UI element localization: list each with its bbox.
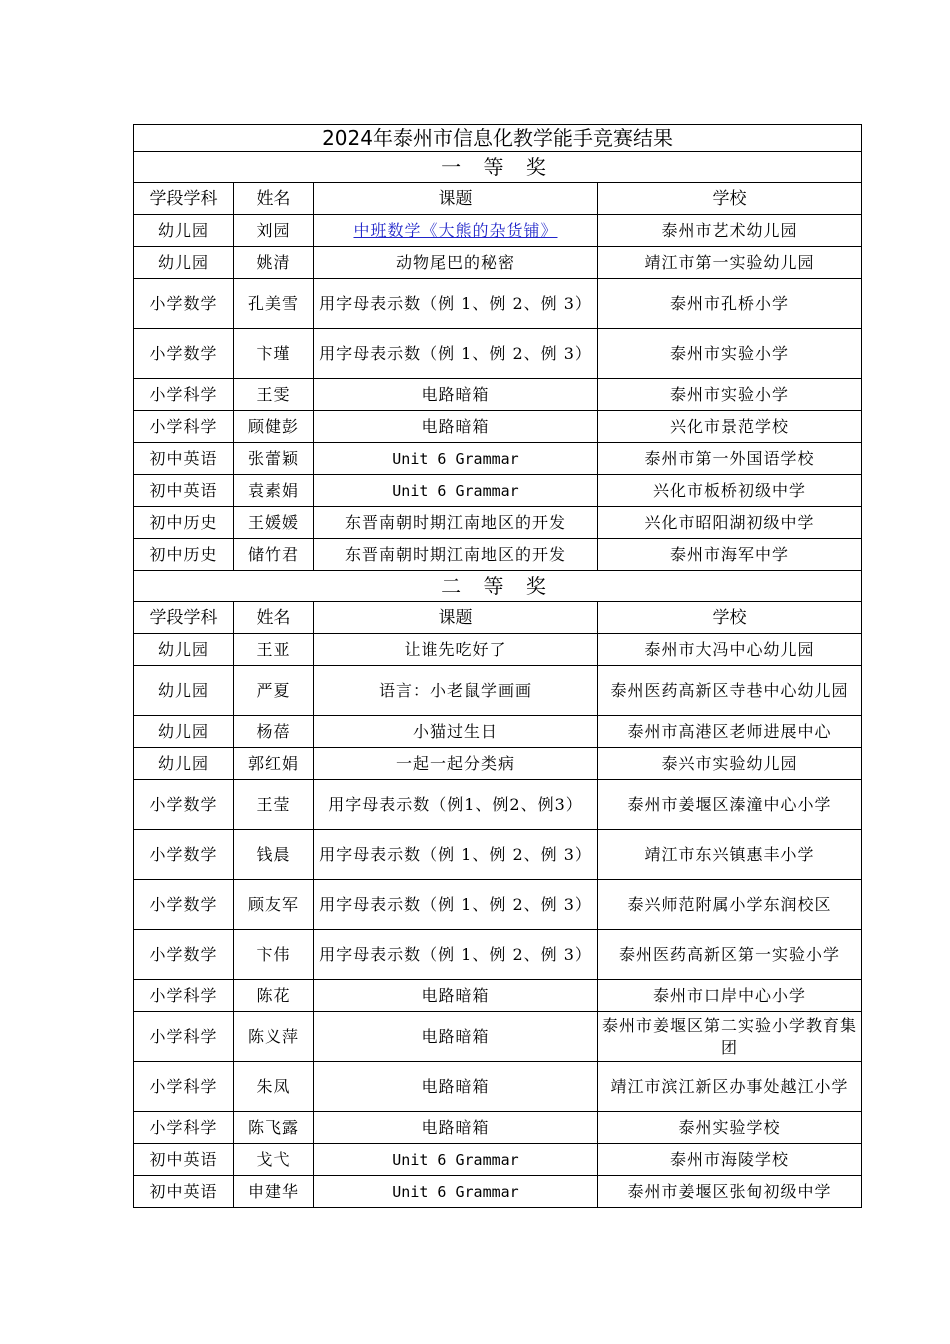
name-cell: 杨蓓 xyxy=(234,716,314,748)
name-cell: 钱晨 xyxy=(234,830,314,880)
topic-cell: 东晋南朝时期江南地区的开发 xyxy=(314,539,598,571)
column-header: 姓名 xyxy=(234,602,314,634)
column-header: 学校 xyxy=(598,183,862,215)
topic-cell: 用字母表示数（例 1、例 2、例 3） xyxy=(314,329,598,379)
table-row xyxy=(134,1062,862,1112)
column-header: 姓名 xyxy=(234,183,314,215)
topic-cell: 电路暗箱 xyxy=(314,980,598,1012)
name-cell: 姚清 xyxy=(234,247,314,279)
topic-cell: 小猫过生日 xyxy=(314,716,598,748)
subject-cell: 初中英语 xyxy=(134,1176,234,1208)
subject-cell: 幼儿园 xyxy=(134,634,234,666)
name-cell: 严夏 xyxy=(234,666,314,716)
section-heading: 一 等 奖 xyxy=(134,152,862,183)
table-row xyxy=(134,1144,862,1176)
school-cell: 泰州市大冯中心幼儿园 xyxy=(598,634,862,666)
subject-cell: 小学数学 xyxy=(134,830,234,880)
subject-cell: 初中英语 xyxy=(134,443,234,475)
table-row xyxy=(134,880,862,930)
subject-cell: 小学数学 xyxy=(134,780,234,830)
subject-cell: 初中英语 xyxy=(134,1144,234,1176)
school-cell: 泰州市实验小学 xyxy=(598,379,862,411)
column-header: 学段学科 xyxy=(134,602,234,634)
header-row xyxy=(134,602,862,634)
subject-cell: 幼儿园 xyxy=(134,748,234,780)
name-cell: 张蕾颖 xyxy=(234,443,314,475)
subject-cell: 幼儿园 xyxy=(134,716,234,748)
name-cell: 王亚 xyxy=(234,634,314,666)
topic-cell: 电路暗箱 xyxy=(314,1012,598,1062)
school-cell: 泰州医药高新区寺巷中心幼儿园 xyxy=(598,666,862,716)
table-row xyxy=(134,379,862,411)
table-row xyxy=(134,475,862,507)
topic-cell: 用字母表示数（例1、例2、例3） xyxy=(314,780,598,830)
school-cell: 泰州医药高新区第一实验小学 xyxy=(598,930,862,980)
topic-cell: 让谁先吃好了 xyxy=(314,634,598,666)
school-cell: 泰州市第一外国语学校 xyxy=(598,443,862,475)
name-cell: 戈弋 xyxy=(234,1144,314,1176)
table-row xyxy=(134,215,862,247)
topic-cell: Unit 6 Grammar xyxy=(314,443,598,475)
topic-cell: 电路暗箱 xyxy=(314,379,598,411)
name-cell: 卞瑾 xyxy=(234,329,314,379)
column-header: 课题 xyxy=(314,602,598,634)
subject-cell: 小学科学 xyxy=(134,379,234,411)
column-header: 学段学科 xyxy=(134,183,234,215)
topic-cell xyxy=(314,215,598,247)
subject-cell: 初中历史 xyxy=(134,539,234,571)
topic-cell: 电路暗箱 xyxy=(314,411,598,443)
topic-cell: 语言：小老鼠学画画 xyxy=(314,666,598,716)
school-cell: 泰州市高港区老师进展中心 xyxy=(598,716,862,748)
school-cell: 兴化市昭阳湖初级中学 xyxy=(598,507,862,539)
topic-cell: 东晋南朝时期江南地区的开发 xyxy=(314,507,598,539)
topic-cell: Unit 6 Grammar xyxy=(314,1144,598,1176)
school-cell: 泰州实验学校 xyxy=(598,1112,862,1144)
topic-cell: 用字母表示数（例 1、例 2、例 3） xyxy=(314,830,598,880)
table-row xyxy=(134,666,862,716)
subject-cell: 小学数学 xyxy=(134,880,234,930)
name-cell: 刘园 xyxy=(234,215,314,247)
topic-cell: Unit 6 Grammar xyxy=(314,475,598,507)
school-cell: 泰州市孔桥小学 xyxy=(598,279,862,329)
table-row xyxy=(134,411,862,443)
subject-cell: 小学数学 xyxy=(134,329,234,379)
table-row xyxy=(134,329,862,379)
column-header: 课题 xyxy=(314,183,598,215)
title-row xyxy=(134,125,862,152)
name-cell: 储竹君 xyxy=(234,539,314,571)
topic-cell: 动物尾巴的秘密 xyxy=(314,247,598,279)
school-cell: 泰兴师范附属小学东润校区 xyxy=(598,880,862,930)
header-row xyxy=(134,183,862,215)
name-cell: 郭红娟 xyxy=(234,748,314,780)
results-table-body xyxy=(134,125,862,1208)
table-row xyxy=(134,1176,862,1208)
name-cell: 朱凤 xyxy=(234,1062,314,1112)
table-row xyxy=(134,748,862,780)
subject-cell: 幼儿园 xyxy=(134,666,234,716)
topic-link[interactable]: 中班数学《大熊的杂货铺》 xyxy=(353,220,558,240)
school-cell: 泰州市艺术幼儿园 xyxy=(598,215,862,247)
name-cell: 卞伟 xyxy=(234,930,314,980)
name-cell: 王莹 xyxy=(234,780,314,830)
subject-cell: 小学科学 xyxy=(134,411,234,443)
results-table xyxy=(133,124,862,1208)
name-cell: 王媛媛 xyxy=(234,507,314,539)
column-header: 学校 xyxy=(598,602,862,634)
page-title: 2024年泰州市信息化教学能手竞赛结果 xyxy=(134,125,862,152)
table-row xyxy=(134,634,862,666)
section-row xyxy=(134,571,862,602)
table-row xyxy=(134,1112,862,1144)
school-cell: 泰州市海军中学 xyxy=(598,539,862,571)
school-cell: 泰州市姜堰区张甸初级中学 xyxy=(598,1176,862,1208)
subject-cell: 小学数学 xyxy=(134,930,234,980)
subject-cell: 初中历史 xyxy=(134,507,234,539)
school-cell: 兴化市板桥初级中学 xyxy=(598,475,862,507)
topic-cell: 电路暗箱 xyxy=(314,1112,598,1144)
school-cell: 靖江市滨江新区办事处越江小学 xyxy=(598,1062,862,1112)
table-row xyxy=(134,980,862,1012)
subject-cell: 小学数学 xyxy=(134,279,234,329)
subject-cell: 初中英语 xyxy=(134,475,234,507)
table-row xyxy=(134,780,862,830)
name-cell: 袁素娟 xyxy=(234,475,314,507)
topic-cell: 电路暗箱 xyxy=(314,1062,598,1112)
table-row xyxy=(134,279,862,329)
name-cell: 顾健彭 xyxy=(234,411,314,443)
name-cell: 王雯 xyxy=(234,379,314,411)
table-row xyxy=(134,539,862,571)
subject-cell: 幼儿园 xyxy=(134,215,234,247)
table-row xyxy=(134,716,862,748)
table-row xyxy=(134,930,862,980)
name-cell: 陈花 xyxy=(234,980,314,1012)
table-row xyxy=(134,1012,862,1062)
section-row xyxy=(134,152,862,183)
subject-cell: 小学科学 xyxy=(134,1062,234,1112)
table-row xyxy=(134,247,862,279)
topic-cell: 用字母表示数（例 1、例 2、例 3） xyxy=(314,930,598,980)
school-cell: 兴化市景范学校 xyxy=(598,411,862,443)
name-cell: 陈飞露 xyxy=(234,1112,314,1144)
school-cell: 泰州市姜堰区溱潼中心小学 xyxy=(598,780,862,830)
name-cell: 顾友军 xyxy=(234,880,314,930)
table-row xyxy=(134,830,862,880)
section-heading: 二 等 奖 xyxy=(134,571,862,602)
table-row xyxy=(134,507,862,539)
school-cell: 泰州市海陵学校 xyxy=(598,1144,862,1176)
school-cell: 靖江市第一实验幼儿园 xyxy=(598,247,862,279)
table-row xyxy=(134,443,862,475)
topic-cell: 一起一起分类病 xyxy=(314,748,598,780)
school-cell: 泰兴市实验幼儿园 xyxy=(598,748,862,780)
subject-cell: 小学科学 xyxy=(134,1012,234,1062)
subject-cell: 幼儿园 xyxy=(134,247,234,279)
topic-cell: Unit 6 Grammar xyxy=(314,1176,598,1208)
school-cell: 泰州市口岸中心小学 xyxy=(598,980,862,1012)
name-cell: 陈义萍 xyxy=(234,1012,314,1062)
name-cell: 申建华 xyxy=(234,1176,314,1208)
school-cell: 泰州市姜堰区第二实验小学教育集团 xyxy=(598,1012,862,1062)
subject-cell: 小学科学 xyxy=(134,1112,234,1144)
school-cell: 靖江市东兴镇惠丰小学 xyxy=(598,830,862,880)
school-cell: 泰州市实验小学 xyxy=(598,329,862,379)
topic-cell: 用字母表示数（例 1、例 2、例 3） xyxy=(314,279,598,329)
subject-cell: 小学科学 xyxy=(134,980,234,1012)
name-cell: 孔美雪 xyxy=(234,279,314,329)
topic-cell: 用字母表示数（例 1、例 2、例 3） xyxy=(314,880,598,930)
